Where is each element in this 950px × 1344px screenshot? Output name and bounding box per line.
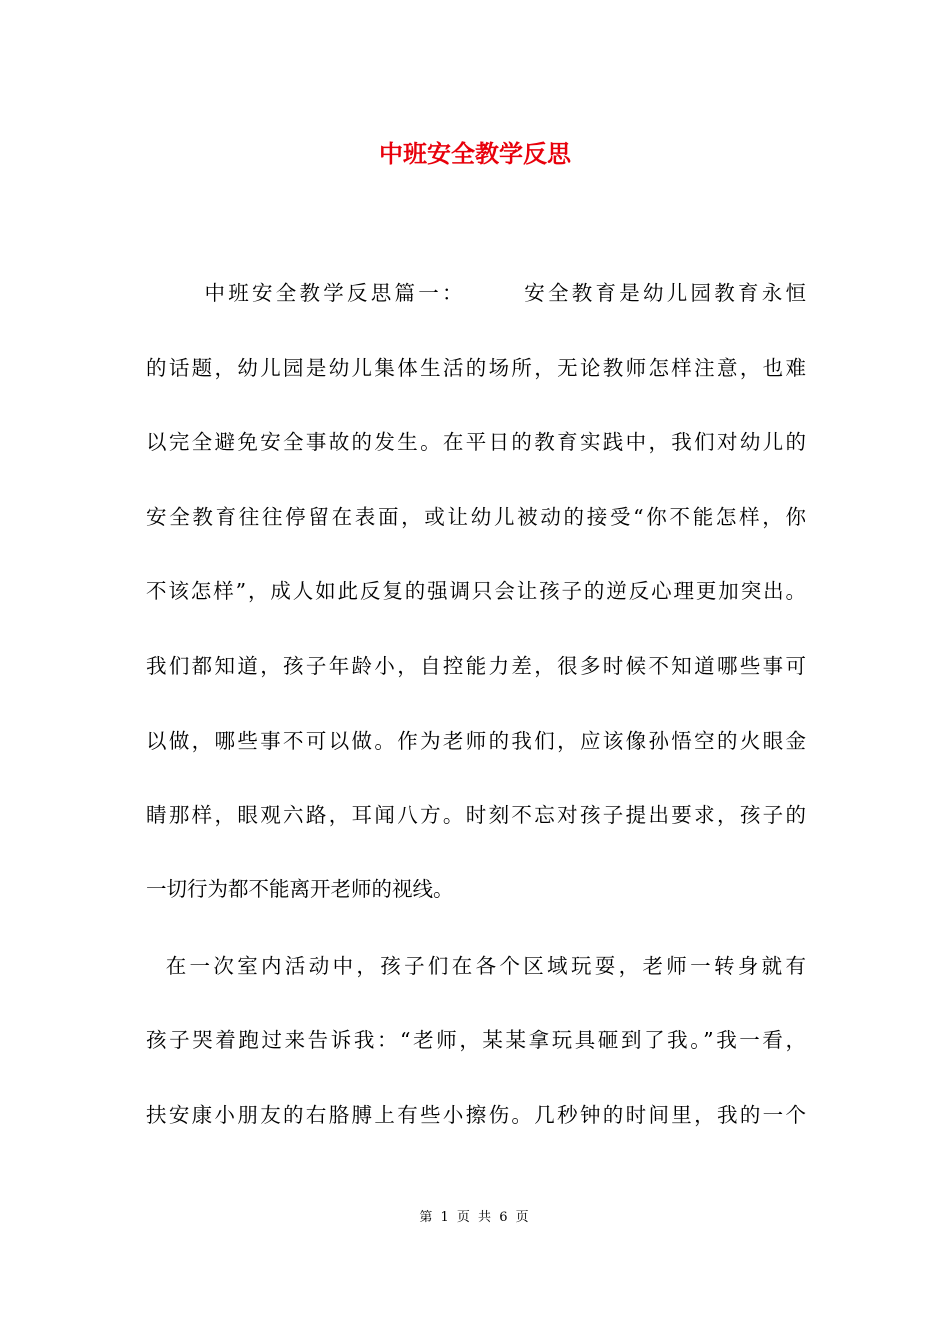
body-line: 中班安全教学反思篇一： 安全教育是幼儿园教育永恒: [146, 281, 806, 305]
body-line: 以做，哪些事不可以做。作为老师的我们，应该像孙悟空的火眼金: [146, 729, 806, 753]
body-line: 扶安康小朋友的右胳膊上有些小擦伤。几秒钟的时间里，我的一个: [146, 1103, 806, 1127]
body-line: 的话题，幼儿园是幼儿集体生活的场所，无论教师怎样注意，也难: [146, 356, 806, 380]
body-line: 睛那样，眼观六路，耳闻八方。时刻不忘对孩子提出要求，孩子的: [146, 803, 806, 827]
body-line: 在一次室内活动中，孩子们在各个区域玩耍，老师一转身就有: [146, 954, 806, 978]
body-line: 一切行为都不能离开老师的视线。: [146, 877, 454, 901]
page-footer: 第 1 页 共 6 页: [419, 1210, 531, 1225]
document-title: 中班安全教学反思: [379, 139, 571, 168]
body-line: 我们都知道，孩子年龄小，自控能力差，很多时候不知道哪些事可: [146, 654, 806, 678]
body-line: 安全教育往往停留在表面，或让幼儿被动的接受“你不能怎样，你: [146, 505, 806, 529]
body-line: 不该怎样”，成人如此反复的强调只会让孩子的逆反心理更加突出。: [146, 579, 806, 603]
body-line: 以完全避免安全事故的发生。在平日的教育实践中，我们对幼儿的: [146, 430, 806, 454]
body-line: 孩子哭着跑过来告诉我：“老师，某某拿玩具砸到了我。”我一看，: [146, 1028, 806, 1052]
